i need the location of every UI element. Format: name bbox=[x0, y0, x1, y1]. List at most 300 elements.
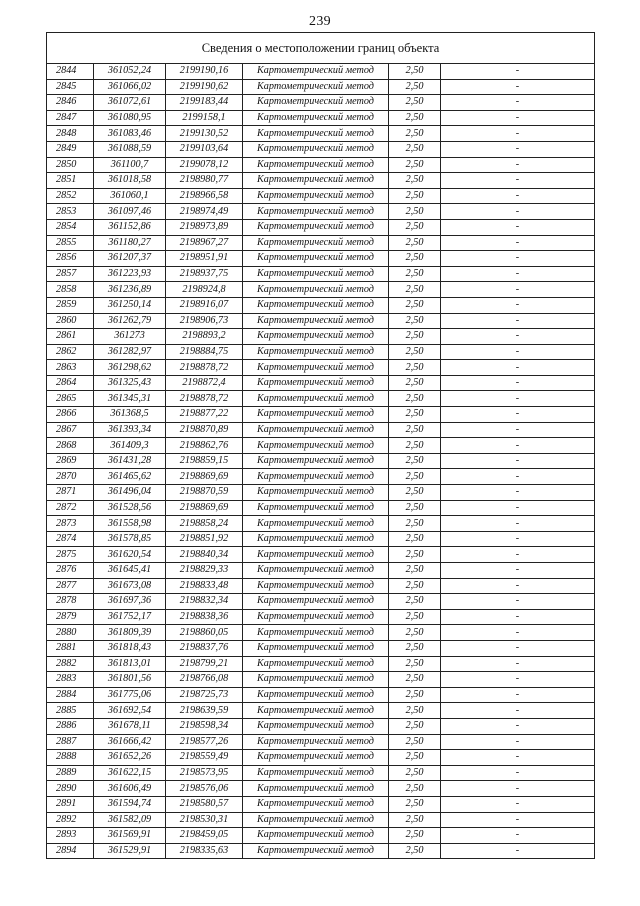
x-coordinate-cell: 361528,56 bbox=[94, 500, 166, 516]
table-row bbox=[47, 843, 595, 859]
method-cell: Картометрический метод bbox=[243, 188, 389, 204]
y-coordinate-cell: 2198872,4 bbox=[166, 375, 243, 391]
x-coordinate-cell: 361018,58 bbox=[94, 173, 166, 189]
point-number-cell: 2866 bbox=[47, 407, 94, 423]
description-cell: - bbox=[441, 609, 595, 625]
point-number-cell: 2877 bbox=[47, 578, 94, 594]
x-coordinate-cell: 361813,01 bbox=[94, 656, 166, 672]
y-coordinate-cell: 2199190,16 bbox=[166, 64, 243, 80]
table-row bbox=[47, 734, 595, 750]
y-coordinate-cell: 2198832,34 bbox=[166, 594, 243, 610]
method-cell: Картометрический метод bbox=[243, 266, 389, 282]
point-number-cell: 2887 bbox=[47, 734, 94, 750]
description-cell: - bbox=[441, 375, 595, 391]
point-number-cell: 2852 bbox=[47, 188, 94, 204]
accuracy-cell: 2,50 bbox=[389, 843, 441, 859]
accuracy-cell: 2,50 bbox=[389, 188, 441, 204]
description-cell: - bbox=[441, 547, 595, 563]
x-coordinate-cell: 361080,95 bbox=[94, 110, 166, 126]
x-coordinate-cell: 361606,49 bbox=[94, 781, 166, 797]
point-number-cell: 2890 bbox=[47, 781, 94, 797]
coordinates-sheet bbox=[46, 32, 594, 859]
y-coordinate-cell: 2199103,64 bbox=[166, 141, 243, 157]
method-cell: Картометрический метод bbox=[243, 95, 389, 111]
accuracy-cell: 2,50 bbox=[389, 828, 441, 844]
accuracy-cell: 2,50 bbox=[389, 469, 441, 485]
table-row bbox=[47, 516, 595, 532]
table-row bbox=[47, 563, 595, 579]
x-coordinate-cell: 361262,79 bbox=[94, 313, 166, 329]
method-cell: Картометрический метод bbox=[243, 375, 389, 391]
table-row bbox=[47, 173, 595, 189]
description-cell: - bbox=[441, 219, 595, 235]
y-coordinate-cell: 2199130,52 bbox=[166, 126, 243, 142]
description-cell: - bbox=[441, 594, 595, 610]
description-cell: - bbox=[441, 765, 595, 781]
accuracy-cell: 2,50 bbox=[389, 157, 441, 173]
accuracy-cell: 2,50 bbox=[389, 563, 441, 579]
table-row bbox=[47, 765, 595, 781]
x-coordinate-cell: 361083,46 bbox=[94, 126, 166, 142]
x-coordinate-cell: 361152,86 bbox=[94, 219, 166, 235]
y-coordinate-cell: 2198559,49 bbox=[166, 750, 243, 766]
description-cell: - bbox=[441, 625, 595, 641]
point-number-cell: 2873 bbox=[47, 516, 94, 532]
table-row bbox=[47, 188, 595, 204]
accuracy-cell: 2,50 bbox=[389, 391, 441, 407]
accuracy-cell: 2,50 bbox=[389, 703, 441, 719]
table-row bbox=[47, 718, 595, 734]
point-number-cell: 2889 bbox=[47, 765, 94, 781]
accuracy-cell: 2,50 bbox=[389, 204, 441, 220]
method-cell: Картометрический метод bbox=[243, 282, 389, 298]
description-cell: - bbox=[441, 812, 595, 828]
x-coordinate-cell: 361673,08 bbox=[94, 578, 166, 594]
table-row bbox=[47, 828, 595, 844]
accuracy-cell: 2,50 bbox=[389, 110, 441, 126]
point-number-cell: 2894 bbox=[47, 843, 94, 859]
y-coordinate-cell: 2198335,63 bbox=[166, 843, 243, 859]
x-coordinate-cell: 361594,74 bbox=[94, 796, 166, 812]
accuracy-cell: 2,50 bbox=[389, 547, 441, 563]
table-row bbox=[47, 407, 595, 423]
description-cell: - bbox=[441, 640, 595, 656]
method-cell: Картометрический метод bbox=[243, 734, 389, 750]
x-coordinate-cell: 361409,3 bbox=[94, 438, 166, 454]
method-cell: Картометрический метод bbox=[243, 750, 389, 766]
x-coordinate-cell: 361620,54 bbox=[94, 547, 166, 563]
y-coordinate-cell: 2198799,21 bbox=[166, 656, 243, 672]
accuracy-cell: 2,50 bbox=[389, 812, 441, 828]
accuracy-cell: 2,50 bbox=[389, 656, 441, 672]
point-number-cell: 2857 bbox=[47, 266, 94, 282]
point-number-cell: 2850 bbox=[47, 157, 94, 173]
x-coordinate-cell: 361207,37 bbox=[94, 251, 166, 267]
y-coordinate-cell: 2198577,26 bbox=[166, 734, 243, 750]
table-row bbox=[47, 391, 595, 407]
description-cell: - bbox=[441, 313, 595, 329]
description-cell: - bbox=[441, 781, 595, 797]
y-coordinate-cell: 2198966,58 bbox=[166, 188, 243, 204]
point-number-cell: 2860 bbox=[47, 313, 94, 329]
description-cell: - bbox=[441, 422, 595, 438]
accuracy-cell: 2,50 bbox=[389, 718, 441, 734]
x-coordinate-cell: 361368,5 bbox=[94, 407, 166, 423]
accuracy-cell: 2,50 bbox=[389, 796, 441, 812]
accuracy-cell: 2,50 bbox=[389, 422, 441, 438]
x-coordinate-cell: 361066,02 bbox=[94, 79, 166, 95]
point-number-cell: 2847 bbox=[47, 110, 94, 126]
y-coordinate-cell: 2199078,12 bbox=[166, 157, 243, 173]
point-number-cell: 2875 bbox=[47, 547, 94, 563]
accuracy-cell: 2,50 bbox=[389, 609, 441, 625]
method-cell: Картометрический метод bbox=[243, 843, 389, 859]
table-row bbox=[47, 297, 595, 313]
accuracy-cell: 2,50 bbox=[389, 173, 441, 189]
accuracy-cell: 2,50 bbox=[389, 594, 441, 610]
accuracy-cell: 2,50 bbox=[389, 781, 441, 797]
table-row bbox=[47, 141, 595, 157]
method-cell: Картометрический метод bbox=[243, 796, 389, 812]
y-coordinate-cell: 2198878,72 bbox=[166, 360, 243, 376]
table-row bbox=[47, 251, 595, 267]
accuracy-cell: 2,50 bbox=[389, 438, 441, 454]
y-coordinate-cell: 2198884,75 bbox=[166, 344, 243, 360]
table-row bbox=[47, 796, 595, 812]
accuracy-cell: 2,50 bbox=[389, 687, 441, 703]
table-row bbox=[47, 282, 595, 298]
method-cell: Картометрический метод bbox=[243, 126, 389, 142]
method-cell: Картометрический метод bbox=[243, 422, 389, 438]
method-cell: Картометрический метод bbox=[243, 391, 389, 407]
y-coordinate-cell: 2198967,27 bbox=[166, 235, 243, 251]
table-row bbox=[47, 453, 595, 469]
accuracy-cell: 2,50 bbox=[389, 500, 441, 516]
method-cell: Картометрический метод bbox=[243, 625, 389, 641]
point-number-cell: 2876 bbox=[47, 563, 94, 579]
description-cell: - bbox=[441, 531, 595, 547]
method-cell: Картометрический метод bbox=[243, 297, 389, 313]
x-coordinate-cell: 361180,27 bbox=[94, 235, 166, 251]
point-number-cell: 2844 bbox=[47, 64, 94, 80]
description-cell: - bbox=[441, 718, 595, 734]
point-number-cell: 2884 bbox=[47, 687, 94, 703]
description-cell: - bbox=[441, 173, 595, 189]
description-cell: - bbox=[441, 235, 595, 251]
point-number-cell: 2874 bbox=[47, 531, 94, 547]
description-cell: - bbox=[441, 500, 595, 516]
x-coordinate-cell: 361652,26 bbox=[94, 750, 166, 766]
table-row bbox=[47, 656, 595, 672]
x-coordinate-cell: 361345,31 bbox=[94, 391, 166, 407]
description-cell: - bbox=[441, 656, 595, 672]
description-cell: - bbox=[441, 469, 595, 485]
method-cell: Картометрический метод bbox=[243, 547, 389, 563]
table-row bbox=[47, 344, 595, 360]
y-coordinate-cell: 2198877,22 bbox=[166, 407, 243, 423]
y-coordinate-cell: 2198725,73 bbox=[166, 687, 243, 703]
x-coordinate-cell: 361578,85 bbox=[94, 531, 166, 547]
description-cell: - bbox=[441, 329, 595, 345]
y-coordinate-cell: 2198974,49 bbox=[166, 204, 243, 220]
x-coordinate-cell: 361052,24 bbox=[94, 64, 166, 80]
x-coordinate-cell: 361818,43 bbox=[94, 640, 166, 656]
y-coordinate-cell: 2198980,77 bbox=[166, 173, 243, 189]
description-cell: - bbox=[441, 126, 595, 142]
point-number-cell: 2861 bbox=[47, 329, 94, 345]
y-coordinate-cell: 2198973,89 bbox=[166, 219, 243, 235]
y-coordinate-cell: 2198573,95 bbox=[166, 765, 243, 781]
x-coordinate-cell: 361282,97 bbox=[94, 344, 166, 360]
table-row bbox=[47, 469, 595, 485]
table-row bbox=[47, 438, 595, 454]
description-cell: - bbox=[441, 453, 595, 469]
accuracy-cell: 2,50 bbox=[389, 313, 441, 329]
description-cell: - bbox=[441, 687, 595, 703]
method-cell: Картометрический метод bbox=[243, 765, 389, 781]
accuracy-cell: 2,50 bbox=[389, 95, 441, 111]
description-cell: - bbox=[441, 828, 595, 844]
y-coordinate-cell: 2198851,92 bbox=[166, 531, 243, 547]
method-cell: Картометрический метод bbox=[243, 141, 389, 157]
table-row bbox=[47, 329, 595, 345]
description-cell: - bbox=[441, 95, 595, 111]
coordinates-table bbox=[46, 32, 595, 859]
description-cell: - bbox=[441, 734, 595, 750]
y-coordinate-cell: 2198838,36 bbox=[166, 609, 243, 625]
point-number-cell: 2893 bbox=[47, 828, 94, 844]
method-cell: Картометрический метод bbox=[243, 531, 389, 547]
x-coordinate-cell: 361465,62 bbox=[94, 469, 166, 485]
y-coordinate-cell: 2198766,08 bbox=[166, 672, 243, 688]
x-coordinate-cell: 361250,14 bbox=[94, 297, 166, 313]
description-cell: - bbox=[441, 204, 595, 220]
method-cell: Картометрический метод bbox=[243, 500, 389, 516]
x-coordinate-cell: 361569,91 bbox=[94, 828, 166, 844]
point-number-cell: 2849 bbox=[47, 141, 94, 157]
table-title-row bbox=[47, 33, 595, 64]
description-cell: - bbox=[441, 266, 595, 282]
accuracy-cell: 2,50 bbox=[389, 375, 441, 391]
table-row bbox=[47, 64, 595, 80]
point-number-cell: 2881 bbox=[47, 640, 94, 656]
method-cell: Картометрический метод bbox=[243, 360, 389, 376]
table-row bbox=[47, 313, 595, 329]
method-cell: Картометрический метод bbox=[243, 157, 389, 173]
description-cell: - bbox=[441, 360, 595, 376]
x-coordinate-cell: 361236,89 bbox=[94, 282, 166, 298]
point-number-cell: 2888 bbox=[47, 750, 94, 766]
x-coordinate-cell: 361752,17 bbox=[94, 609, 166, 625]
accuracy-cell: 2,50 bbox=[389, 765, 441, 781]
table-row bbox=[47, 640, 595, 656]
accuracy-cell: 2,50 bbox=[389, 407, 441, 423]
description-cell: - bbox=[441, 796, 595, 812]
accuracy-cell: 2,50 bbox=[389, 235, 441, 251]
table-row bbox=[47, 266, 595, 282]
description-cell: - bbox=[441, 141, 595, 157]
x-coordinate-cell: 361809,39 bbox=[94, 625, 166, 641]
x-coordinate-cell: 361431,28 bbox=[94, 453, 166, 469]
point-number-cell: 2864 bbox=[47, 375, 94, 391]
point-number-cell: 2878 bbox=[47, 594, 94, 610]
method-cell: Картометрический метод bbox=[243, 485, 389, 501]
description-cell: - bbox=[441, 407, 595, 423]
description-cell: - bbox=[441, 563, 595, 579]
table-row bbox=[47, 812, 595, 828]
table-row bbox=[47, 687, 595, 703]
method-cell: Картометрический метод bbox=[243, 204, 389, 220]
point-number-cell: 2848 bbox=[47, 126, 94, 142]
accuracy-cell: 2,50 bbox=[389, 297, 441, 313]
x-coordinate-cell: 361582,09 bbox=[94, 812, 166, 828]
x-coordinate-cell: 361496,04 bbox=[94, 485, 166, 501]
table-row bbox=[47, 485, 595, 501]
x-coordinate-cell: 361072,61 bbox=[94, 95, 166, 111]
page-number: 239 bbox=[309, 14, 331, 29]
accuracy-cell: 2,50 bbox=[389, 734, 441, 750]
table-body bbox=[47, 33, 595, 859]
table-row bbox=[47, 703, 595, 719]
y-coordinate-cell: 2198870,59 bbox=[166, 485, 243, 501]
method-cell: Картометрический метод bbox=[243, 219, 389, 235]
point-number-cell: 2871 bbox=[47, 485, 94, 501]
accuracy-cell: 2,50 bbox=[389, 672, 441, 688]
x-coordinate-cell: 361100,7 bbox=[94, 157, 166, 173]
table-row bbox=[47, 547, 595, 563]
point-number-cell: 2856 bbox=[47, 251, 94, 267]
y-coordinate-cell: 2198639,59 bbox=[166, 703, 243, 719]
point-number-cell: 2865 bbox=[47, 391, 94, 407]
method-cell: Картометрический метод bbox=[243, 812, 389, 828]
y-coordinate-cell: 2198576,06 bbox=[166, 781, 243, 797]
method-cell: Картометрический метод bbox=[243, 173, 389, 189]
table-row bbox=[47, 157, 595, 173]
method-cell: Картометрический метод bbox=[243, 672, 389, 688]
table-row bbox=[47, 609, 595, 625]
x-coordinate-cell: 361622,15 bbox=[94, 765, 166, 781]
y-coordinate-cell: 2199190,62 bbox=[166, 79, 243, 95]
table-row bbox=[47, 422, 595, 438]
y-coordinate-cell: 2198878,72 bbox=[166, 391, 243, 407]
x-coordinate-cell: 361298,62 bbox=[94, 360, 166, 376]
method-cell: Картометрический метод bbox=[243, 609, 389, 625]
x-coordinate-cell: 361775,06 bbox=[94, 687, 166, 703]
table-row bbox=[47, 204, 595, 220]
x-coordinate-cell: 361645,41 bbox=[94, 563, 166, 579]
method-cell: Картометрический метод bbox=[243, 64, 389, 80]
accuracy-cell: 2,50 bbox=[389, 344, 441, 360]
y-coordinate-cell: 2198859,15 bbox=[166, 453, 243, 469]
method-cell: Картометрический метод bbox=[243, 828, 389, 844]
accuracy-cell: 2,50 bbox=[389, 360, 441, 376]
y-coordinate-cell: 2198580,57 bbox=[166, 796, 243, 812]
table-row bbox=[47, 95, 595, 111]
y-coordinate-cell: 2198937,75 bbox=[166, 266, 243, 282]
table-row bbox=[47, 126, 595, 142]
y-coordinate-cell: 2198598,34 bbox=[166, 718, 243, 734]
description-cell: - bbox=[441, 843, 595, 859]
point-number-cell: 2862 bbox=[47, 344, 94, 360]
x-coordinate-cell: 361558,98 bbox=[94, 516, 166, 532]
accuracy-cell: 2,50 bbox=[389, 219, 441, 235]
y-coordinate-cell: 2198951,91 bbox=[166, 251, 243, 267]
method-cell: Картометрический метод bbox=[243, 718, 389, 734]
x-coordinate-cell: 361678,11 bbox=[94, 718, 166, 734]
table-row bbox=[47, 360, 595, 376]
y-coordinate-cell: 2198869,69 bbox=[166, 500, 243, 516]
point-number-cell: 2845 bbox=[47, 79, 94, 95]
method-cell: Картометрический метод bbox=[243, 640, 389, 656]
table-row bbox=[47, 750, 595, 766]
method-cell: Картометрический метод bbox=[243, 344, 389, 360]
method-cell: Картометрический метод bbox=[243, 578, 389, 594]
table-row bbox=[47, 375, 595, 391]
x-coordinate-cell: 361529,91 bbox=[94, 843, 166, 859]
method-cell: Картометрический метод bbox=[243, 453, 389, 469]
accuracy-cell: 2,50 bbox=[389, 640, 441, 656]
point-number-cell: 2892 bbox=[47, 812, 94, 828]
y-coordinate-cell: 2198860,05 bbox=[166, 625, 243, 641]
description-cell: - bbox=[441, 750, 595, 766]
x-coordinate-cell: 361393,34 bbox=[94, 422, 166, 438]
y-coordinate-cell: 2198906,73 bbox=[166, 313, 243, 329]
point-number-cell: 2854 bbox=[47, 219, 94, 235]
accuracy-cell: 2,50 bbox=[389, 251, 441, 267]
table-row bbox=[47, 531, 595, 547]
method-cell: Картометрический метод bbox=[243, 438, 389, 454]
point-number-cell: 2855 bbox=[47, 235, 94, 251]
table-row bbox=[47, 781, 595, 797]
method-cell: Картометрический метод bbox=[243, 594, 389, 610]
point-number-cell: 2863 bbox=[47, 360, 94, 376]
method-cell: Картометрический метод bbox=[243, 563, 389, 579]
point-number-cell: 2880 bbox=[47, 625, 94, 641]
table-row bbox=[47, 594, 595, 610]
description-cell: - bbox=[441, 578, 595, 594]
description-cell: - bbox=[441, 110, 595, 126]
method-cell: Картометрический метод bbox=[243, 516, 389, 532]
accuracy-cell: 2,50 bbox=[389, 578, 441, 594]
point-number-cell: 2867 bbox=[47, 422, 94, 438]
point-number-cell: 2846 bbox=[47, 95, 94, 111]
description-cell: - bbox=[441, 438, 595, 454]
x-coordinate-cell: 361273 bbox=[94, 329, 166, 345]
point-number-cell: 2870 bbox=[47, 469, 94, 485]
y-coordinate-cell: 2198840,34 bbox=[166, 547, 243, 563]
description-cell: - bbox=[441, 188, 595, 204]
y-coordinate-cell: 2199158,1 bbox=[166, 110, 243, 126]
x-coordinate-cell: 361801,56 bbox=[94, 672, 166, 688]
table-row bbox=[47, 79, 595, 95]
description-cell: - bbox=[441, 516, 595, 532]
accuracy-cell: 2,50 bbox=[389, 516, 441, 532]
point-number-cell: 2883 bbox=[47, 672, 94, 688]
point-number-cell: 2872 bbox=[47, 500, 94, 516]
description-cell: - bbox=[441, 282, 595, 298]
accuracy-cell: 2,50 bbox=[389, 485, 441, 501]
point-number-cell: 2885 bbox=[47, 703, 94, 719]
x-coordinate-cell: 361097,46 bbox=[94, 204, 166, 220]
table-row bbox=[47, 219, 595, 235]
table-row bbox=[47, 578, 595, 594]
y-coordinate-cell: 2198924,8 bbox=[166, 282, 243, 298]
x-coordinate-cell: 361088,59 bbox=[94, 141, 166, 157]
point-number-cell: 2853 bbox=[47, 204, 94, 220]
description-cell: - bbox=[441, 344, 595, 360]
accuracy-cell: 2,50 bbox=[389, 64, 441, 80]
method-cell: Картометрический метод bbox=[243, 687, 389, 703]
